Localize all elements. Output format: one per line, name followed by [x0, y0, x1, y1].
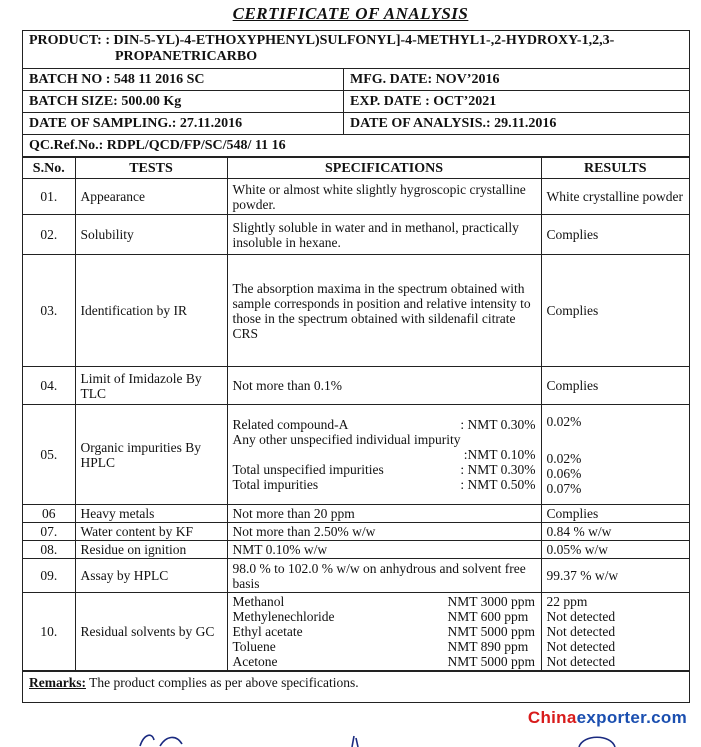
table-row-residual-solvents: [23, 593, 689, 671]
impurity-result: 0.02%: [546, 413, 582, 429]
row-test: Limit of Imidazole By TLC: [75, 367, 227, 405]
row-test: Solubility: [75, 215, 227, 255]
row-result: Complies: [541, 367, 689, 405]
table-row: [23, 255, 689, 367]
table-row: [23, 367, 689, 405]
analysis-date: DATE OF ANALYSIS.: 29.11.2016: [350, 116, 557, 131]
row-test: Residue on ignition: [75, 541, 227, 559]
row-spec: Not more than 2.50% w/w: [227, 523, 541, 541]
table-row-organic-impurities: [23, 405, 689, 505]
row-result: Complies: [541, 255, 689, 367]
impurity-name: Total unspecified impurities: [232, 462, 384, 477]
batch-no: BATCH NO : 548 11 2016 SC: [23, 69, 344, 90]
solvent-result: Not detected: [546, 654, 616, 669]
solvent-name: Acetone: [232, 654, 278, 669]
solvent-result: Not detected: [546, 639, 616, 654]
solvent-name: Methanol: [232, 594, 285, 609]
impurity-result: 0.02%: [546, 450, 582, 466]
batch-row: [23, 69, 689, 91]
row-result: Complies: [541, 215, 689, 255]
solvent-result: 22 ppm: [546, 594, 588, 609]
table-row: [23, 505, 689, 523]
row-sno: 08.: [23, 541, 75, 559]
row-result: Complies: [541, 505, 689, 523]
row-test: Assay by HPLC: [75, 559, 227, 593]
row-result: 0.05% w/w: [541, 541, 689, 559]
solvent-name: Ethyl acetate: [232, 624, 303, 639]
document-title: CERTIFICATE OF ANALYSIS: [232, 4, 469, 23]
row-test: Identification by IR: [75, 255, 227, 367]
row-sno: 09.: [23, 559, 75, 593]
impurity-limit: : NMT 0.30%: [460, 462, 536, 477]
watermark-part2: exporter.com: [576, 708, 687, 727]
row-test: Appearance: [75, 179, 227, 215]
analysis-table: [23, 157, 689, 671]
solvent-spec: [233, 609, 536, 624]
row-result: [541, 593, 689, 671]
solvent-limit: NMT 600 ppm: [447, 609, 529, 624]
watermark-logo: [528, 708, 687, 728]
batch-size: BATCH SIZE: 500.00 Kg: [23, 91, 344, 112]
header-specifications: SPECIFICATIONS: [227, 158, 541, 179]
row-sno: 03.: [23, 255, 75, 367]
row-test: Organic impurities By HPLC: [75, 405, 227, 505]
row-test: Water content by KF: [75, 523, 227, 541]
table-row: [23, 559, 689, 593]
row-sno: 02.: [23, 215, 75, 255]
row-result: White crystalline powder: [541, 179, 689, 215]
remarks-text: The product complies as per above specifications.: [86, 675, 359, 690]
impurity-limit: :NMT 0.10%: [463, 447, 536, 462]
solvent-limit: NMT 3000 ppm: [447, 594, 536, 609]
solvent-limit: NMT 5000 ppm: [447, 654, 536, 669]
table-row: [23, 215, 689, 255]
row-test: Heavy metals: [75, 505, 227, 523]
header-results: RESULTS: [541, 158, 689, 179]
product-label: PRODUCT:: [29, 33, 102, 48]
solvent-spec: [233, 624, 536, 639]
solvent-spec: [233, 594, 536, 609]
impurity-result: 0.06%: [546, 465, 582, 481]
row-sno: 01.: [23, 179, 75, 215]
solvent-spec: [233, 639, 536, 654]
row-spec: Not more than 0.1%: [227, 367, 541, 405]
row-spec: [227, 593, 541, 671]
product-row: [23, 31, 689, 69]
signature-scribble-left: [130, 730, 220, 747]
row-result: [541, 405, 689, 505]
row-result: 0.84 % w/w: [541, 523, 689, 541]
table-row: [23, 179, 689, 215]
row-test: Residual solvents by GC: [75, 593, 227, 671]
impurity-result: 0.07%: [546, 480, 582, 496]
product-name-line1: : DIN-5-YL)-4-ETHOXYPHENYL)SULFONYL]-4-METHYL1-,2-HYDROXY-1,2,3-: [105, 33, 615, 48]
table-header-row: [23, 158, 689, 179]
dates-row: [23, 113, 689, 135]
row-spec: Not more than 20 ppm: [227, 505, 541, 523]
solvent-limit: NMT 890 ppm: [447, 639, 529, 654]
row-spec: Slightly soluble in water and in methanol, practically insoluble in hexane.: [227, 215, 541, 255]
impurity-spec: [233, 417, 536, 432]
qc-ref: QC.Ref.No.: RDPL/QCD/FP/SC/548/ 11 16: [23, 135, 689, 157]
header-tests: TESTS: [75, 158, 227, 179]
impurity-name: Any other unspecified individual impurity: [232, 432, 461, 447]
row-spec: The absorption maxima in the spectrum obtained with sample corresponds in position and relative intensity to those in the spectrum obtained with sildenafil citrate CRS: [227, 255, 541, 367]
row-sno: 06: [23, 505, 75, 523]
impurity-name: Related compound-A: [232, 417, 349, 432]
impurity-spec: [233, 477, 536, 492]
row-spec: NMT 0.10% w/w: [227, 541, 541, 559]
certificate-frame: [22, 30, 690, 703]
stamp-seal: [575, 730, 620, 747]
remarks-label: Remarks:: [29, 675, 86, 690]
table-row: [23, 523, 689, 541]
row-result: 99.37 % w/w: [541, 559, 689, 593]
solvent-spec: [233, 654, 536, 669]
row-spec: White or almost white slightly hygroscopic crystalline powder.: [227, 179, 541, 215]
remarks: [23, 671, 689, 702]
solvent-limit: NMT 5000 ppm: [447, 624, 536, 639]
signature-scribble-middle: [340, 730, 370, 747]
solvent-name: Methylenechloride: [232, 609, 335, 624]
sampling-date: DATE OF SAMPLING.: 27.11.2016: [23, 113, 344, 134]
row-spec: 98.0 % to 102.0 % w/w on anhydrous and solvent free basis: [227, 559, 541, 593]
row-sno: 05.: [23, 405, 75, 505]
impurity-spec: [233, 462, 536, 477]
exp-date: EXP. DATE : OCT’2021: [350, 94, 497, 109]
row-sno: 07.: [23, 523, 75, 541]
impurity-limit: : NMT 0.30%: [460, 417, 536, 432]
batch-size-row: [23, 91, 689, 113]
row-sno: 10.: [23, 593, 75, 671]
impurity-limit: : NMT 0.50%: [460, 477, 536, 492]
watermark-part1: China: [527, 708, 577, 727]
row-sno: 04.: [23, 367, 75, 405]
header-sno: S.No.: [23, 158, 75, 179]
product-name-line2: PROPANETRICARBO: [115, 49, 258, 64]
row-spec: [227, 405, 541, 505]
impurity-name: Total impurities: [232, 477, 319, 492]
mfg-date: MFG. DATE: NOV’2016: [350, 72, 500, 87]
solvent-result: Not detected: [546, 624, 616, 639]
table-row: [23, 541, 689, 559]
solvent-name: Toluene: [232, 639, 276, 654]
solvent-result: Not detected: [546, 609, 616, 624]
